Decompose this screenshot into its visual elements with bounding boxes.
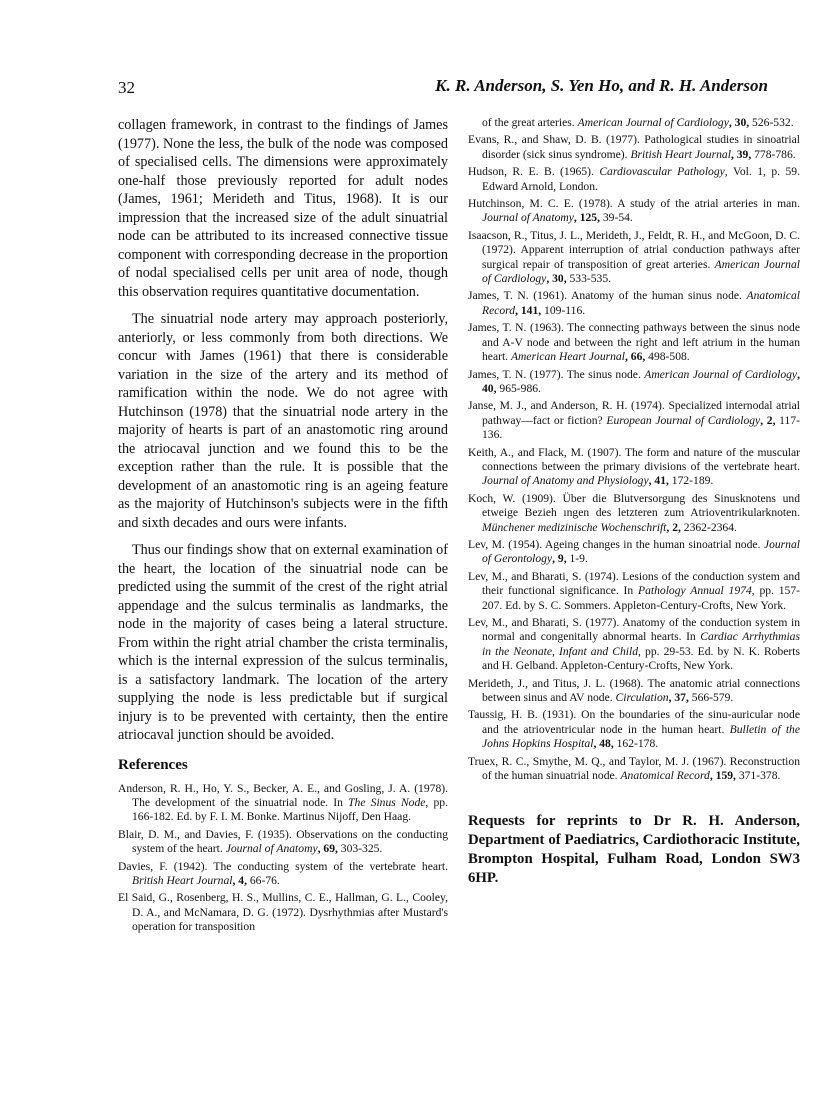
running-head: K. R. Anderson, S. Yen Ho, and R. H. Anderson [435,76,768,95]
reference-text: 66-76. [246,873,280,887]
reference-text: 2362-2364. [680,520,737,534]
reference-text: James, T. N. (1961). Anatomy of the human sinus node. [468,289,747,303]
reference-entry [468,677,800,706]
reference-source: Münchener medizinische Wochenschrift [482,520,667,534]
reference-text: Janse, M. J., and Anderson, R. H. (1974). Specialized internodal atrial pathway—fact or fiction? [468,399,800,427]
reference-entry [468,538,800,567]
reference-volume: , 159, [709,769,736,783]
reference-text: 39-54. [599,211,633,225]
reference-volume: , 41, [648,474,669,488]
reference-entry [468,492,800,535]
references-heading: References [118,756,188,773]
reference-volume: , 2, [760,413,776,427]
reference-text: 498-508. [645,350,690,364]
reference-text: of the great arteries. [482,116,578,129]
reference-volume: , 66, [624,350,646,364]
left-column [118,116,448,938]
reference-volume: , 125, [573,211,600,225]
reference-volume: , 69, [317,842,338,856]
body-paragraph: The sinuatrial node artery may approach posteriorly, anteriorly, or less commonly from both directions. We concur with James (1961) that there is considerable variation in the size of the artery and its method of ramification within the node. We do not agree with Hutchinson (1978) that the sinuatrial node artery in the majority of hearts is part of an anastomotic ring around the atriocaval junction and we found this to be the exception rather than the rule. It is possible that the development of an anastomotic ring is an ageing feature as the majority of Hutchinson's subjects were in the fifth and sixth decades and ours were infants. [118,311,448,531]
reference-text: Anderson, R. H., Ho, Y. S., Becker, A. E., and Gosling, J. A. (1978). The development of the sinuatrial node. In [118,781,448,809]
reference-text: , pp. 29-53. Ed. by N. K. Roberts and H. Gelband. Appleton-Century-Crofts, New York. [482,644,801,673]
reference-source: Bulletin of the Johns Hopkins Hospital [482,722,800,751]
reference-entry [468,399,800,442]
reference-volume: , 9, [552,552,567,566]
reference-text: Blair, D. M., and Davies, F. (1935). Observations on the conducting system of the heart. [118,827,448,856]
reference-source: American Heart Journal [510,350,625,364]
reference-text: 778-786. [751,147,796,161]
reference-text: 172-189. [668,474,714,488]
reference-entry [468,197,800,226]
reference-entry [468,755,800,784]
reference-source: American Journal of Cardiology [482,257,800,286]
reference-source: Pathology Annual 1974 [638,584,752,598]
reference-volume: , 30, [546,272,567,286]
reference-text: , pp. 166-182. Ed. by F. I. M. Bonke. Martinus Nijoff, Den Haag. [132,795,448,824]
reference-text: 526-532. [749,116,794,129]
reference-source: Anatomical Record [620,769,710,783]
reference-entry [468,616,800,674]
reprints-notice: Requests for reprints to Dr R. H. Anderson, Department of Paediatrics, Cardiothoracic Institute, Brompton Hospital, Fulham Road, London SW3 6HP. [468,813,800,886]
reference-text: Lev, M., and Bharati, S. (1974). Lesions of the conduction system and their functional significance. In [468,569,800,598]
reference-volume: , 40, [482,367,800,395]
reference-text: Davies, F. (1942). The conducting system of the vertebrate heart. [118,859,448,873]
reference-text: James, T. N. (1963). The connecting pathways between the sinus node and A-V node and between the right and left atrium in the human heart. [468,321,800,364]
reference-text: 533-535. [566,272,612,286]
reference-text: Merideth, J., and Titus, J. L. (1968). The anatomic atrial connections between sinus and AV node. [468,676,800,705]
reference-source: European Journal of Cardiology [606,413,761,427]
right-column [468,116,800,786]
reference-volume: , 48, [593,737,614,751]
reference-text: 162-178. [613,737,659,751]
reference-volume: , 2, [666,520,681,534]
reference-text: Hudson, R. E. B. (1965). [468,165,600,179]
reference-volume: , 39, [730,147,752,161]
reference-entry [468,133,800,162]
reference-source: Cardiovascular Pathology [599,165,725,179]
body-paragraph: Thus our findings show that on external examination of the heart, the location of the sinuatrial node can be predicted using the summit of the crest of the right atrial appendage and the sulcus terminalis as landmarks, the node in the majority of cases being a lateral structure. From within the right atrial chamber the crista terminalis, which is the internal expression of the sulcus terminalis, is a satisfactory landmark. The location of the artery supplying the node is less predictable but if surgical injury is to be prevented with certainty, then the entire atriocaval junction should be avoided. [118,542,448,743]
reference-list-left [118,782,448,935]
reference-entry [468,229,800,287]
reference-list-right [468,133,800,783]
reference-entry [468,289,800,318]
reference-text: 371-378. [735,769,781,783]
reference-volume: , 30, [728,116,750,129]
reference-source: American Journal of Cardiology [577,116,729,129]
reference-text: James, T. N. (1977). The sinus node. [468,367,645,381]
reference-text: 1-9. [566,552,588,566]
reference-text: Isaacson, R., Titus, J. L., Merideth, J., Feldt, R. H., and McGoon, D. C. (1972). Apparent interruption of atrial conduction pathways after surgical repair of transposition of great arteries. [468,228,800,271]
reference-entry [118,828,448,857]
reference-source: Cardiac Arrhythmias in the Neonate, Infant and Child [482,630,800,658]
reference-continuation [468,116,800,130]
reference-text: Evans, R., and Shaw, D. B. (1977). Pathological studies in sinoatrial disorder (sick sinus syndrome). [468,133,800,161]
reference-source: Anatomical Record [482,289,800,317]
reference-source: Journal of Anatomy and Physiology [482,474,649,488]
reference-text: 566-579. [688,691,734,705]
reference-source: British Heart Journal [630,147,731,161]
reference-text: 109-116. [541,303,586,317]
reference-source: Circulation [615,691,669,705]
reference-source: Journal of Gerontology [482,537,800,566]
reference-text: Hutchinson, M. C. E. (1978). A study of the atrial arteries in man. [468,197,800,211]
reference-entry [468,446,800,489]
reference-entry [468,321,800,364]
reference-text: Lev, M. (1954). Ageing changes in the human sinoatrial node. [468,537,764,551]
reference-entry [118,782,448,825]
page-number: 32 [118,78,135,97]
reference-text: Lev, M., and Bharati, S. (1977). Anatomy of the conduction system in normal and congenitally abnormal hearts. In [468,616,800,644]
reference-text: Truex, R. C., Smythe, M. Q., and Taylor, M. J. (1967). Reconstruction of the human sinuatrial node. [468,754,800,783]
reference-entry [468,116,800,130]
reference-source: American Journal of Cardiology [644,367,798,381]
reference-entry [468,708,800,751]
reference-text: Taussig, H. B. (1931). On the boundaries of the sinu-auricular node and the atrioventricular node in the human heart. [468,708,800,736]
reference-source: British Heart Journal [132,873,233,887]
reference-text: 303-325. [337,842,383,856]
reference-text: , Vol. 1, p. 59. Edward Arnold, London. [482,165,800,193]
reference-text: 117-136. [482,413,800,442]
reference-entry [468,165,800,194]
reference-source: Journal of Anatomy [482,211,574,225]
body-paragraph: collagen framework, in contrast to the findings of James (1977). None the less, the bulk of the node was composed of specialised cells. The dimensions were approximately one-half those previously reported for adult nodes (James, 1961; Merideth and Titus, 1968). It is our impression that the increased size of the adult sinuatrial node can be attributed to its increased connective tissue component with corresponding decrease in the proportion of nodal specialised cells per unit area of node, though this observation requires quantitative documentation. [118,117,448,300]
reference-volume: , 4, [232,873,247,887]
reference-entry [468,570,800,613]
reference-entry [118,891,448,934]
reference-text: , pp. 157-207. Ed. by S. C. Sommers. Appleton-Century-Crofts, New York. [482,584,800,612]
reference-text: 965-986. [496,381,541,395]
reference-entry [468,368,800,397]
reference-text: Keith, A., and Flack, M. (1907). The form and nature of the muscular connections between the primary divisions of the vertebrate heart. [468,445,800,473]
reference-volume: , 141, [515,303,542,317]
reference-volume: , 37, [668,691,689,705]
reference-text: El Said, G., Rosenberg, H. S., Mullins, C. E., Hallman, G. L., Cooley, D. A., and McNamara, D. G. (1972). Dysrhythmias after Mustard's operation for transposition [118,891,448,934]
reference-entry [118,860,448,889]
reference-source: Journal of Anatomy [225,842,318,856]
reference-source: The Sinus Node [348,795,426,809]
reference-text: Koch, W. (1909). Über die Blutversorgung des Sinusknotens und etweige Bezieh ıngen des letzteren zum Atrioventrikularknoten. [468,491,800,520]
